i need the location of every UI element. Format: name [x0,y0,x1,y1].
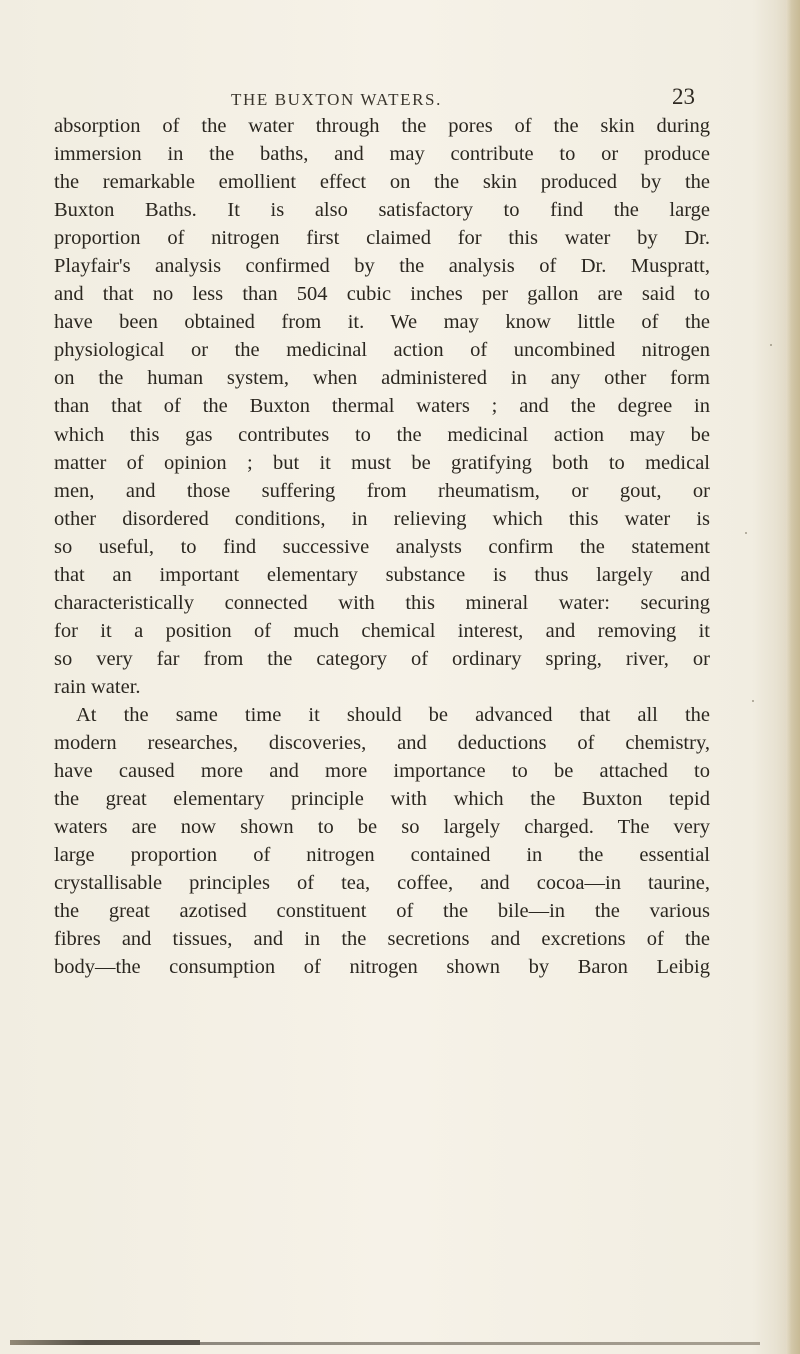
bottom-edge-shadow [200,1342,760,1345]
text-line: the great elementary principle with which the Buxton tepid [54,788,710,811]
text-line: proportion of nitrogen first claimed for this water by Dr. [54,227,710,250]
text-line: matter of opinion ; but it must be gratifying both to medical [54,451,710,474]
text-line: crystallisable principles of tea, coffee, and cocoa—in taurine, [54,872,710,895]
text-line: than that of the Buxton thermal waters ; and the degree in [54,395,710,418]
text-line: Playfair's analysis confirmed by the analysis of Dr. Muspratt, [54,255,710,278]
text-line: modern researches, discoveries, and deductions of chemistry, [54,732,710,755]
text-line: so useful, to find successive analysts confirm the statement [54,535,710,558]
text-line: large proportion of nitrogen contained in the essential [54,844,710,867]
bottom-edge-shadow [10,1340,200,1345]
text-line: men, and those suffering from rheumatism, or gout, or [54,479,710,502]
text-line: Buxton Baths. It is also satisfactory to find the large [54,199,710,222]
text-line: which this gas contributes to the medicinal action may be [54,423,710,446]
page-number: 23 [672,84,695,109]
text-line: characteristically connected with this mineral water: securing [54,591,710,614]
page-edge-shadow [786,0,800,1354]
text-line: the great azotised constituent of the bile—in the various [54,900,710,923]
text-line: that an important elementary substance is thus largely and [54,563,710,586]
paper-speck [770,344,772,346]
text-line: and that no less than 504 cubic inches per gallon are said to [54,283,710,306]
running-title: THE BUXTON WATERS. [231,90,442,109]
text-line: have caused more and more importance to be attached to [54,760,710,783]
text-line: body—the consumption of nitrogen shown by Baron Leibig [54,956,710,979]
text-line: have been obtained from it. We may know little of the [54,311,710,334]
text-line: absorption of the water through the pores of the skin during [54,115,710,137]
text-line: the remarkable emollient effect on the skin produced by the [54,171,710,194]
text-line: rain water. [54,675,141,698]
text-line: immersion in the baths, and may contribute to or produce [54,143,710,166]
body-text [54,112,710,981]
text-line: physiological or the medicinal action of uncombined nitrogen [54,339,710,362]
paper-speck [745,532,747,534]
paper-speck [752,700,754,702]
text-line: waters are now shown to be so largely charged. The very [54,816,710,839]
text-line: fibres and tissues, and in the secretions and excretions of the [54,928,710,951]
text-line: so very far from the category of ordinary spring, river, or [54,647,710,670]
text-line: on the human system, when administered in any other form [54,367,710,390]
text-line: for it a position of much chemical interest, and removing it [54,619,710,642]
text-line: At the same time it should be advanced that all the [76,703,710,726]
text-line: other disordered conditions, in relieving which this water is [54,507,710,530]
